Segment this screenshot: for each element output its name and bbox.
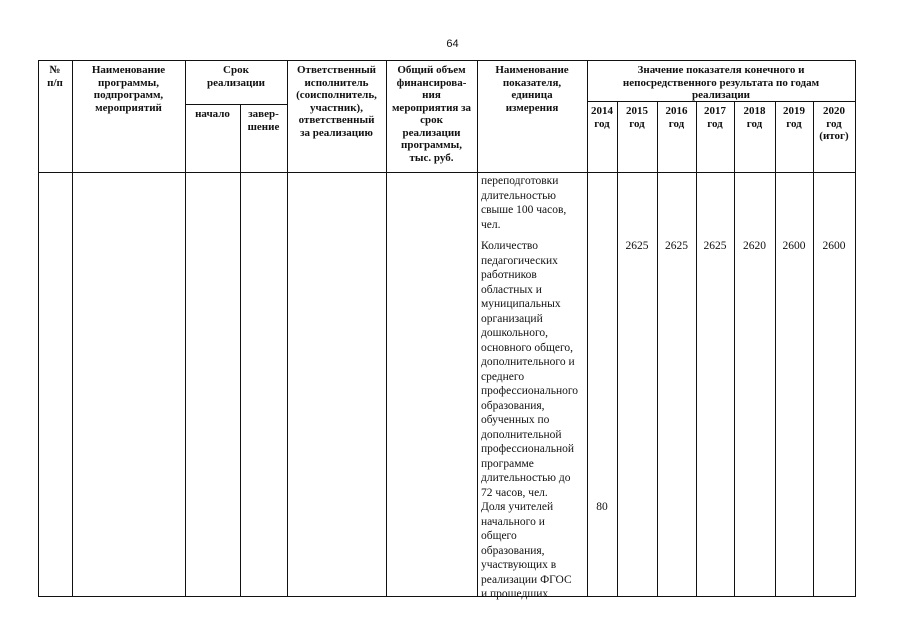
header-indicator [477,64,587,114]
indicator-value: 2625 [665,240,688,252]
indicator-name-line: и прошедших [481,588,549,600]
header-year-2020-line: 2020 [823,105,845,117]
header-year-2019-line: год [786,117,802,130]
header-values-line: непосредственного результата по годам [622,76,820,89]
header-responsible-line: исполнитель [304,76,369,89]
header-end [240,108,287,133]
column-divider [240,104,241,597]
column-divider [734,101,735,597]
header-financing-line: срок [420,114,443,126]
header-name-line: Наименование [91,64,166,76]
column-divider [657,101,658,597]
indicator-name-line: свыше 100 часов, [481,204,567,216]
table-border-right [855,60,856,597]
column-divider [72,60,73,597]
indicator-name-line: программе [481,457,534,470]
header-year-2018-line: год [746,117,763,130]
header-end-line: завер- [248,108,279,120]
table-border-top [38,60,856,61]
indicator-name-line: дополнительной [481,428,562,441]
header-financing [386,64,477,164]
header-year-2018 [734,105,775,130]
header-name-line: программы, [98,76,159,89]
header-name-line: мероприятий [95,101,162,114]
header-indicator-line: показателя, [502,76,562,89]
header-responsible-line: Ответственный [296,64,377,76]
column-divider [813,101,814,597]
header-year-2016 [657,105,696,130]
table-border-left [38,60,39,597]
indicator-name-line: профессионального [481,385,579,397]
header-end-line: шение [247,120,280,133]
header-start [185,108,240,121]
header-start-line: начало [195,108,230,120]
header-values-line: реализации [691,89,751,101]
indicator-name-line: обученных по [481,414,550,426]
indicator-name-line: работников [481,269,537,281]
header-values-line: Значение показателя конечного и [637,64,805,76]
header-year-2019-line: 2019 [783,105,805,117]
header-financing-line: мероприятия за [391,101,472,114]
indicator-value: 2620 [743,240,766,252]
column-divider [617,101,618,597]
header-year-2020-line: (итог) [819,130,849,142]
indicator-name-line: дополнительного и [481,356,575,368]
indicator-name-line: участвующих в [481,559,557,571]
header-responsible-line: (соисполнитель, [296,89,377,101]
indicator-value: 80 [596,501,608,513]
column-divider [477,60,478,597]
indicator-name-line: чел. [481,218,501,231]
header-number [38,64,72,89]
header-responsible [287,64,386,139]
indicator-value: 2625 [703,240,727,252]
header-financing-line: финансирова- [396,76,467,89]
header-financing-line: ния [422,89,441,101]
indicator-name-line: основного общего, [481,341,574,354]
header-values [587,64,855,102]
header-year-2017-line: год [707,117,723,130]
header-indicator-line: единица [511,89,553,101]
header-year-2015 [617,105,657,130]
header-year-2014 [587,105,617,130]
indicator-name-line: дошкольного, [481,327,549,339]
header-responsible-line: участник), [310,101,363,114]
indicator-name [481,174,566,232]
header-year-2019 [775,105,813,130]
header-year-2017-line: 2017 [704,105,726,117]
indicator-name-line: реализации ФГОС [481,573,572,586]
indicator-name-line: среднего [481,370,525,383]
header-year-2020 [813,105,855,143]
header-financing-line: тыс. руб. [409,151,454,164]
header-number-line: п/п [47,76,63,89]
indicator-name-line: 72 часов, чел. [481,486,548,499]
indicator-name-line: профессиональной [481,443,575,455]
column-divider [696,101,697,597]
header-term [185,64,287,89]
indicator-name-line: областных и [481,283,542,296]
indicator-name-line: Доля учителей [481,501,554,513]
header-year-2020-line: год [826,117,842,130]
indicator-name-line: длительностью до [481,472,571,484]
header-year-2015-line: 2015 [626,105,648,117]
column-divider [287,60,288,597]
header-year-2016-line: год [668,117,685,130]
header-responsible-line: за реализацию [300,126,373,139]
header-year-2018-line: 2018 [743,105,766,117]
column-divider [775,101,776,597]
header-term-line: реализации [206,76,266,89]
header-year-2016-line: 2016 [665,105,688,117]
indicator-value: 2625 [625,240,649,252]
indicator-name-line: муниципальных [481,298,561,310]
header-name-line: подпрограмм, [93,89,164,101]
indicator-name [481,239,578,500]
header-year-2014-line: год [594,117,610,130]
term-subheader-line [185,104,288,105]
header-responsible-line: ответственный [298,114,375,126]
indicator-name-line: Количество [481,240,538,252]
header-number-line: № [49,64,61,76]
page-number: 64 [446,38,459,50]
indicator-name-line: общего [481,530,517,542]
header-financing-line: программы, [401,139,462,151]
indicator-name-line: образования, [481,544,545,557]
header-financing-line: реализации [402,126,461,139]
indicator-name-line: длительностью [481,189,557,202]
indicator-name-line: организаций [481,312,543,325]
indicator-name-line: педагогических [481,254,558,267]
header-year-2017 [696,105,734,130]
header-name [72,64,185,114]
column-divider [185,60,186,597]
indicator-name-line: образования, [481,399,545,412]
header-year-2014-line: 2014 [591,105,613,117]
header-indicator-line: Наименование [495,64,569,76]
indicator-value: 2600 [822,240,846,252]
column-divider [587,60,588,597]
header-financing-line: Общий объем [397,64,466,76]
header-indicator-line: измерения [505,101,559,114]
indicator-name-line: начального и [481,515,545,528]
indicator-name-line: переподготовки [481,175,559,187]
header-year-2015-line: год [629,117,645,130]
indicator-value: 2600 [782,240,806,252]
indicator-name [481,500,572,602]
header-term-line: Срок [223,64,249,76]
